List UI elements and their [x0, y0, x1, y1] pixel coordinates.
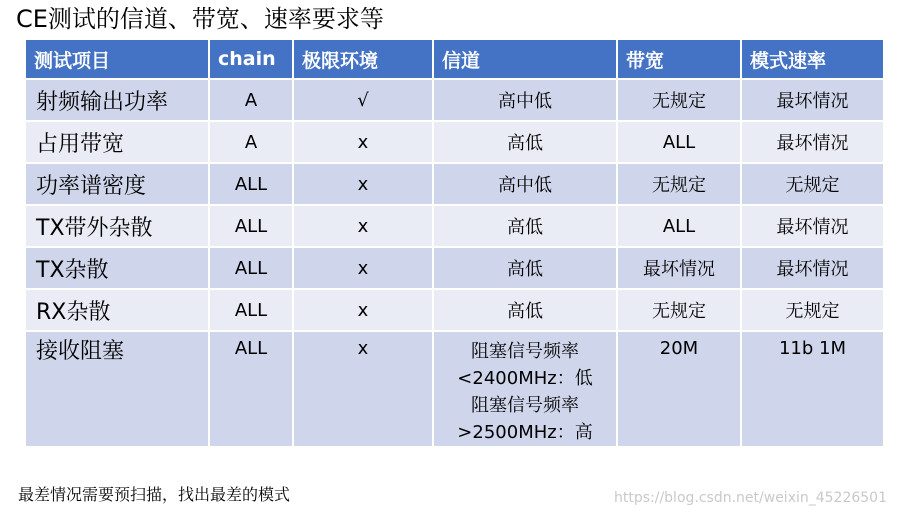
table-row	[25, 331, 884, 447]
cell-channel: 高低	[433, 205, 617, 247]
channel-line: 阻塞信号频率	[471, 395, 579, 416]
header-mode-rate: 模式速率	[741, 39, 884, 79]
table-row	[25, 289, 884, 331]
cell-extreme-env: x	[293, 121, 433, 163]
cell-mode-rate: 无规定	[741, 289, 884, 331]
cell-test-item: 射频输出功率	[25, 79, 209, 121]
cell-test-item: RX杂散	[25, 289, 209, 331]
cell-extreme-env: x	[293, 205, 433, 247]
header-channel: 信道	[433, 39, 617, 79]
cell-test-item: 功率谱密度	[25, 163, 209, 205]
header-extreme-env: 极限环境	[293, 39, 433, 79]
cell-extreme-env: √	[293, 79, 433, 121]
ce-requirements-table	[24, 38, 885, 448]
cell-extreme-env: x	[293, 163, 433, 205]
cell-channel: 高中低	[433, 163, 617, 205]
cell-test-item: 占用带宽	[25, 121, 209, 163]
table-row	[25, 79, 884, 121]
table-row	[25, 205, 884, 247]
cell-mode-rate: 无规定	[741, 163, 884, 205]
cell-bandwidth: 无规定	[617, 289, 741, 331]
cell-extreme-env: x	[293, 289, 433, 331]
cell-mode-rate: 最坏情况	[741, 247, 884, 289]
cell-channel: 高中低	[433, 79, 617, 121]
cell-channel	[433, 331, 617, 447]
channel-line: <2400MHz：低	[457, 368, 593, 389]
cell-test-item: TX带外杂散	[25, 205, 209, 247]
cell-chain: ALL	[209, 247, 293, 289]
cell-test-item: TX杂散	[25, 247, 209, 289]
header-test-item: 测试项目	[25, 39, 209, 79]
cell-chain: A	[209, 121, 293, 163]
cell-chain: ALL	[209, 289, 293, 331]
footnote: 最差情况需要预扫描，找出最差的模式	[18, 485, 291, 504]
cell-mode-rate: 最坏情况	[741, 79, 884, 121]
cell-extreme-env: x	[293, 331, 433, 447]
cell-channel: 高低	[433, 121, 617, 163]
header-chain: chain	[209, 39, 293, 79]
cell-chain: ALL	[209, 163, 293, 205]
cell-chain: ALL	[209, 331, 293, 447]
cell-chain: A	[209, 79, 293, 121]
cell-channel: 高低	[433, 289, 617, 331]
cell-test-item: 接收阻塞	[25, 331, 209, 447]
cell-chain: ALL	[209, 205, 293, 247]
cell-extreme-env: x	[293, 247, 433, 289]
cell-bandwidth: 20M	[617, 331, 741, 447]
cell-bandwidth: 无规定	[617, 79, 741, 121]
cell-mode-rate: 最坏情况	[741, 121, 884, 163]
channel-line: 阻塞信号频率	[471, 341, 579, 362]
page-title: CE测试的信道、带宽、速率要求等	[16, 5, 384, 33]
table-row	[25, 247, 884, 289]
table-header-row	[25, 39, 884, 79]
cell-bandwidth: ALL	[617, 121, 741, 163]
cell-mode-rate: 11b 1M	[741, 331, 884, 447]
watermark: https://blog.csdn.net/weixin_45226501	[613, 490, 887, 506]
channel-line: >2500MHz：高	[457, 422, 593, 443]
cell-bandwidth: ALL	[617, 205, 741, 247]
cell-bandwidth: 无规定	[617, 163, 741, 205]
cell-bandwidth: 最坏情况	[617, 247, 741, 289]
table-row	[25, 163, 884, 205]
cell-channel: 高低	[433, 247, 617, 289]
cell-mode-rate: 最坏情况	[741, 205, 884, 247]
header-bandwidth: 带宽	[617, 39, 741, 79]
table-row	[25, 121, 884, 163]
